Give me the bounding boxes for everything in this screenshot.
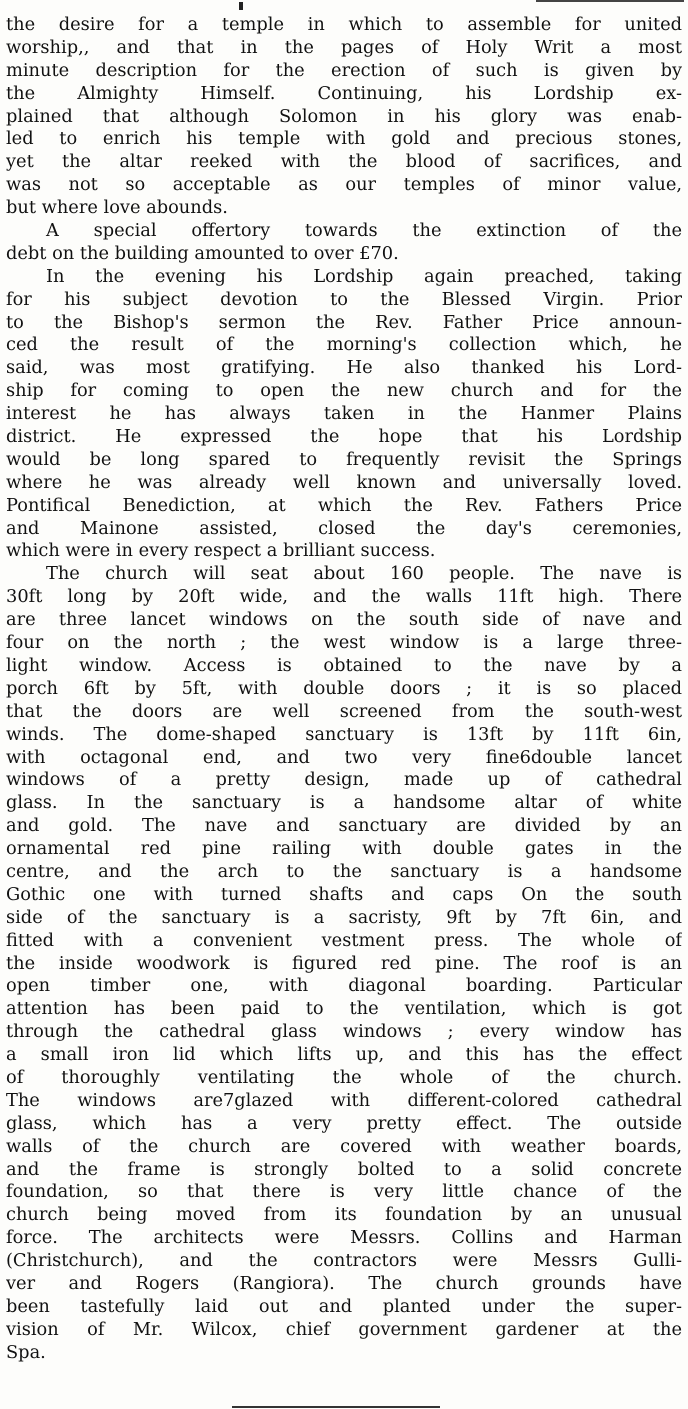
text-line: centre, and the arch to the sanctuary is a handsome	[6, 860, 682, 882]
text-line: the desire for a temple in which to assemble for united	[6, 14, 682, 35]
text-line: that the doors are well screened from the south-west	[6, 700, 682, 722]
text-line: through the cathedral glass windows ; every window has	[6, 1021, 682, 1043]
text-line: but where love abounds.	[6, 197, 228, 219]
text-line: attention has been paid to the ventilation, which is got	[6, 998, 682, 1020]
text-line: 30ft long by 20ft wide, and the walls 11ft high. There	[6, 586, 682, 608]
text-line: led to enrich his temple with gold and precious stones,	[6, 128, 682, 150]
text-line: for his subject devotion to the Blessed Virgin. Prior	[6, 288, 682, 310]
text-line: ced the result of the morning's collection which, he	[6, 334, 682, 356]
text-line: the Almighty Himself. Continuing, his Lordship ex-	[6, 82, 682, 104]
text-line: side of the sanctuary is a sacristy, 9ft by 7ft 6in, and	[6, 906, 682, 928]
text-line: ornamental red pine railing with double gates in the	[6, 838, 682, 860]
text-line: would be long spared to frequently revisit the Springs	[6, 448, 682, 470]
bottom-rule-divider	[232, 1406, 440, 1408]
text-line: light window. Access is obtained to the nave by a	[6, 654, 682, 676]
text-line: ship for coming to open the new church and for the	[6, 380, 682, 402]
text-line: Pontifical Benediction, at which the Rev. Fathers Price	[6, 494, 682, 516]
text-line: winds. The dome-shaped sanctuary is 13ft by 11ft 6in,	[6, 723, 682, 745]
text-line: which were in every respect a brilliant success.	[6, 540, 436, 562]
text-line: (Christchurch), and the contractors were Messrs Gulli-	[6, 1250, 682, 1272]
paragraph-evening	[6, 266, 682, 564]
text-line: are three lancet windows on the south side of nave and	[6, 609, 682, 631]
text-line: and Mainone assisted, closed the day's ceremonies,	[6, 517, 682, 539]
text-line: with octagonal end, and two very fine6double lancet	[6, 746, 682, 768]
text-line: glass. In the sanctuary is a handsome altar of white	[6, 792, 682, 814]
text-line: church being moved from its foundation by an unusual	[6, 1204, 682, 1226]
top-print-mark	[239, 2, 243, 10]
text-line: interest he has always taken in the Hanmer Plains	[6, 403, 682, 425]
text-line: fitted with a convenient vestment press. The whole of	[6, 929, 682, 951]
text-line: ver and Rogers (Rangiora). The church grounds have	[6, 1272, 682, 1294]
text-line: A special offertory towards the extinction of the	[46, 220, 682, 242]
text-line: and gold. The nave and sanctuary are divided by an	[6, 815, 682, 837]
text-line: The windows are7glazed with different-colored cathedral	[6, 1089, 682, 1111]
text-line: porch 6ft by 5ft, with double doors ; it is so placed	[6, 677, 682, 699]
paragraph-sermon	[6, 14, 682, 220]
text-line: worship,, and that in the pages of Holy Writ a most	[6, 36, 682, 58]
text-line: four on the north ; the west window is a large three-	[6, 632, 682, 654]
text-line: debt on the building amounted to over £70.	[6, 242, 399, 264]
text-line: walls of the church are covered with weather boards,	[6, 1135, 682, 1157]
text-line: open timber one, with diagonal boarding. Particular	[6, 975, 682, 997]
article-column	[6, 14, 682, 1365]
text-line: district. He expressed the hope that his Lordship	[6, 426, 682, 448]
text-line: Gothic one with turned shafts and caps On the south	[6, 883, 682, 905]
top-rule-divider	[536, 0, 684, 2]
text-line: a small iron lid which lifts up, and this has the effect	[6, 1044, 682, 1066]
text-line: windows of a pretty design, made up of cathedral	[6, 769, 682, 791]
text-line: foundation, so that there is very little chance of the	[6, 1181, 682, 1203]
text-line: force. The architects were Messrs. Collins and Harman	[6, 1227, 682, 1249]
text-line: vision of Mr. Wilcox, chief government gardener at the	[6, 1318, 682, 1340]
text-line: was not so acceptable as our temples of minor value,	[6, 174, 682, 196]
paragraph-church-description	[6, 563, 682, 1364]
text-line: plained that although Solomon in his glory was enab-	[6, 105, 682, 127]
text-line: Spa.	[6, 1341, 46, 1363]
text-line: glass, which has a very pretty effect. The outside	[6, 1112, 682, 1134]
text-line: minute description for the erection of such is given by	[6, 59, 682, 81]
text-line: In the evening his Lordship again preached, taking	[46, 265, 682, 287]
text-line: yet the altar reeked with the blood of sacrifices, and	[6, 151, 682, 173]
text-line: been tastefully laid out and planted under the super-	[6, 1295, 682, 1317]
text-line: said, was most gratifying. He also thanked his Lord-	[6, 357, 682, 379]
text-line: where he was already well known and universally loved.	[6, 471, 682, 493]
paragraph-offertory	[6, 220, 682, 266]
text-line: to the Bishop's sermon the Rev. Father Price announ-	[6, 311, 682, 333]
text-line: The church will seat about 160 people. The nave is	[46, 563, 682, 585]
text-line: the inside woodwork is figured red pine. The roof is an	[6, 952, 682, 974]
text-line: of thoroughly ventilating the whole of the church.	[6, 1066, 682, 1088]
text-line: and the frame is strongly bolted to a solid concrete	[6, 1158, 682, 1180]
